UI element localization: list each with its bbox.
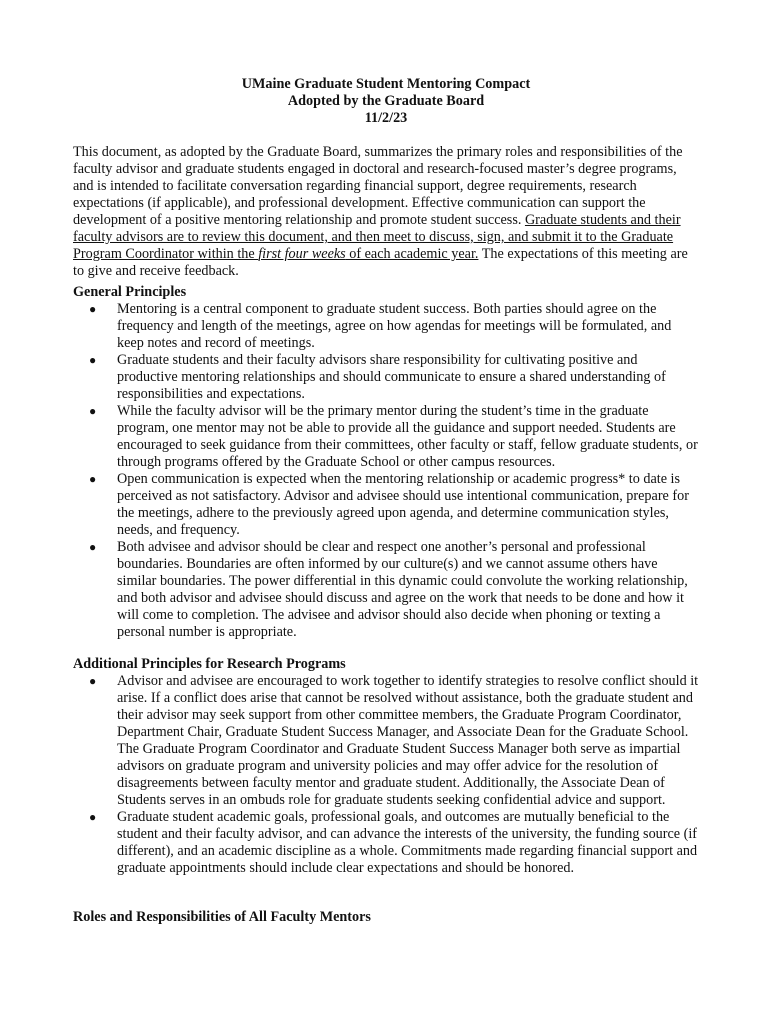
- list-item-text: Open communication is expected when the mentoring relationship or academic progress* to date is perceived as not satisfactory. Advisor and advisee should use intentional communication, prepare for the meetings, adhere to the previously agreed upon agenda, and determine communication styles, needs, and frequency.: [117, 471, 689, 538]
- list-item-text: Graduate students and their faculty advisors share responsibility for cultivating positive and productive mentoring relationships and should communicate to ensure a shared understanding of responsibilities and expectations.: [117, 352, 666, 402]
- spacer: [73, 877, 699, 909]
- list-item-text: Graduate student academic goals, professional goals, and outcomes are mutually beneficial to the student and their faculty advisor, and can advance the interests of the university, the funding source (if different), and an academic discipline as a whole. Commitments made regarding financial support and graduate appointments should include clear expectations and should be honored.: [117, 809, 698, 876]
- list-item-text: While the faculty advisor will be the primary mentor during the student’s time in the graduate program, one mentor may not be able to provide all the guidance and support needed. Students are encouraged to seek guidance from their committees, other faculty or staff, fellow graduate students, or through programs offered by the Graduate School or other campus resources.: [117, 403, 698, 470]
- bullet-icon: ●: [89, 404, 97, 418]
- bullet-icon: ●: [89, 472, 97, 486]
- list-item: [73, 809, 699, 877]
- general-principles-list: [73, 301, 699, 641]
- list-item: [73, 539, 699, 641]
- research-principles-list: [73, 673, 699, 877]
- subtitle-line: Adopted by the Graduate Board: [287, 93, 485, 109]
- document-page: [73, 76, 699, 926]
- document-title: [73, 76, 699, 127]
- spacer: [73, 641, 699, 656]
- list-item-text: Both advisee and advisor should be clear and respect one another’s personal and professional boundaries. Boundaries are often informed by our culture(s) and we cannot assume others have similar boundaries. The power differential in this dynamic could convolute the working relationship, and both advisor and advisee should discuss and agree on the work that needs to be done and how it will come to completion. The advisee and advisor should also decide when phoning or texting a personal number is appropriate.: [117, 539, 688, 640]
- section-heading-general: General Principles: [73, 284, 187, 300]
- title-line: UMaine Graduate Student Mentoring Compact: [241, 76, 531, 92]
- section-heading-faculty-mentors: Roles and Responsibilities of All Faculty Mentors: [73, 909, 371, 925]
- bullet-icon: ●: [89, 540, 97, 554]
- intro-underlined-a: Graduate students and their faculty advisors are to review this document, and then meet to discuss, sign, and submit it to the Graduate Program Coordinator within the: [73, 212, 681, 262]
- list-item: [73, 403, 699, 471]
- list-item: [73, 673, 699, 809]
- intro-underlined-italic: first four weeks: [258, 246, 346, 262]
- section-heading-research: Additional Principles for Research Programs: [73, 656, 346, 672]
- intro-underlined-b: of each academic year.: [345, 246, 479, 262]
- intro-text: This document, as adopted by the Graduate Board, summarizes the primary roles and responsibilities of the faculty advisor and graduate students engaged in doctoral and research-focused master’s degree programs, and is intended to facilitate conversation regarding financial support, degree requirements, research expectations (if applicable), and professional development. Effective communication can support the development of a positive mentoring relationship and promote student success.: [73, 144, 683, 228]
- list-item: [73, 352, 699, 403]
- bullet-icon: ●: [89, 674, 97, 688]
- date-line: 11/2/23: [364, 110, 408, 126]
- intro-paragraph: [73, 144, 699, 280]
- bullet-icon: ●: [89, 810, 97, 824]
- bullet-icon: ●: [89, 302, 97, 316]
- bullet-icon: ●: [89, 353, 97, 367]
- list-item: [73, 471, 699, 539]
- list-item-text: Advisor and advisee are encouraged to work together to identify strategies to resolve conflict should it arise. If a conflict does arise that cannot be resolved without assistance, both the graduate student and their advisor may seek support from other committee members, the Graduate Program Coordinator, Department Chair, Graduate Student Success Manager, and Associate Dean for the Graduate School. The Graduate Program Coordinator and Graduate Student Success Manager both serve as impartial advisors on graduate program and university policies and may offer advice for the resolution of disagreements between faculty mentor and graduate student. Additionally, the Associate Dean of Students serves in an ombuds role for graduate students seeking confidential advice and support.: [117, 673, 699, 808]
- list-item: [73, 301, 699, 352]
- intro-text-end: The expectations of this meeting are to give and receive feedback.: [73, 246, 688, 279]
- list-item-text: Mentoring is a central component to graduate student success. Both parties should agree on the frequency and length of the meetings, agree on how agendas for meetings will be formulated, and keep notes and record of meetings.: [117, 301, 672, 351]
